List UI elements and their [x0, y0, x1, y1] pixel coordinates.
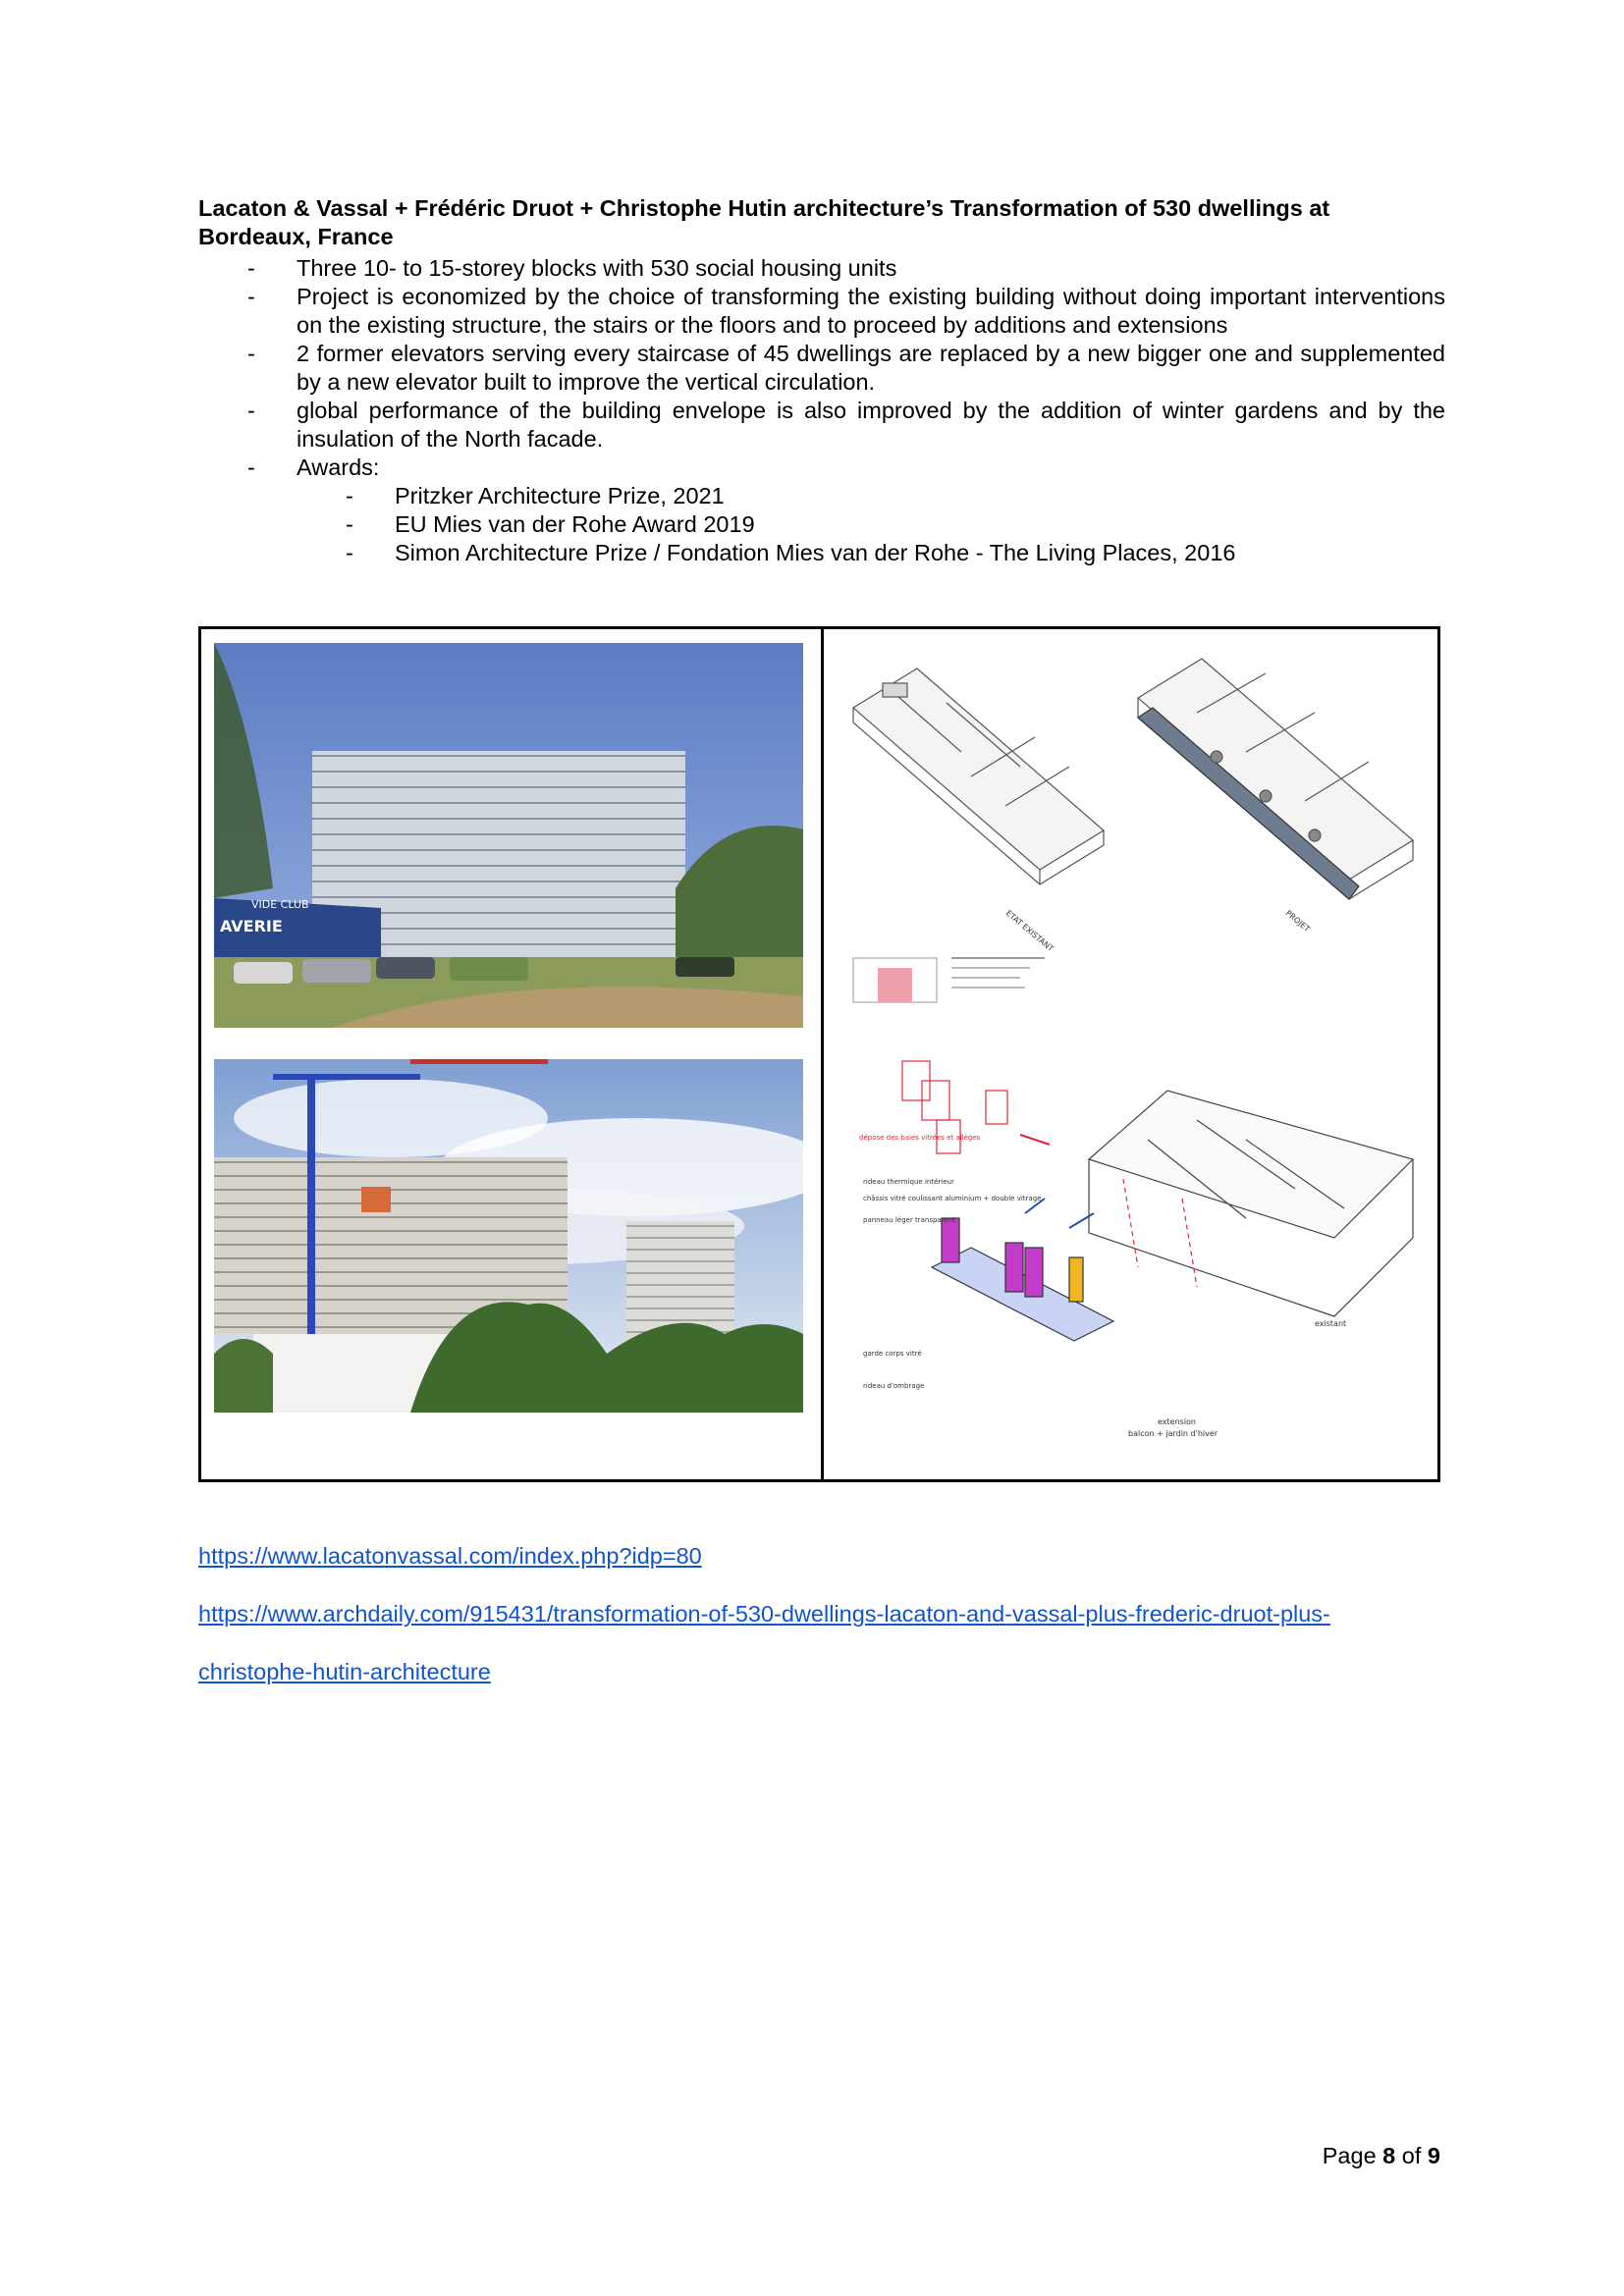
link-archdaily-continued[interactable]: christophe-hutin-architecture	[198, 1659, 491, 1684]
bullet-marker: -	[247, 398, 255, 423]
list-item-text: Project is economized by the choice of transforming the existing building without doing important interventions on the existing structure, the stairs or the floors and to proceed by additions and extensions	[297, 284, 1445, 338]
bullet-marker: -	[247, 341, 255, 366]
rideau-label: rideau thermique intérieur	[863, 1178, 954, 1186]
current-page: 8	[1382, 2143, 1396, 2168]
list-item	[198, 397, 1445, 454]
architectural-drawings	[824, 629, 1438, 1479]
extension-label: extension	[1158, 1417, 1196, 1426]
construction-photo-image	[214, 1059, 803, 1413]
tower-photo	[214, 643, 803, 1028]
construction-photo	[214, 1059, 803, 1413]
bullet-list	[198, 254, 1445, 567]
tower-photo-image	[214, 643, 803, 1028]
link-archdaily[interactable]: https://www.archdaily.com/915431/transformation-of-530-dwellings-lacaton-and-vassal-plus-frederic-druot-plus-	[198, 1601, 1330, 1627]
of-word: of	[1401, 2143, 1422, 2168]
award-text: Simon Architecture Prize / Fondation Mies van der Rohe - The Living Places, 2016	[395, 540, 1236, 565]
depose-label: dépose des baies vitrées et allèges	[859, 1134, 981, 1142]
figure-table	[198, 626, 1440, 1482]
list-item-text: global performance of the building envelope is also improved by the addition of winter gardens and by the insulation of the North facade.	[297, 398, 1445, 452]
page-footer	[1323, 2143, 1440, 2169]
bullet-marker: -	[346, 511, 353, 537]
balcon-label: balcon + jardin d'hiver	[1128, 1429, 1218, 1438]
total-pages: 9	[1427, 2143, 1440, 2168]
existing-axonometric	[853, 668, 1104, 884]
award-item	[198, 482, 1445, 510]
ombrage-label: rideau d'ombrage	[863, 1382, 925, 1390]
bullet-marker: -	[346, 483, 353, 508]
garde-label: garde corps vitré	[863, 1350, 922, 1358]
bullet-marker: -	[247, 255, 255, 281]
list-item	[198, 454, 1445, 482]
panneau-label: panneau léger transparent	[863, 1216, 955, 1224]
bullet-marker: -	[247, 284, 255, 309]
shop-sign-2: AVERIE	[220, 917, 283, 935]
document-heading: Lacaton & Vassal + Frédéric Druot + Christophe Hutin architecture’s Transformation of 530 dwellings at Bordeaux, France	[198, 195, 1330, 249]
bullet-marker: -	[247, 454, 255, 480]
list-item	[198, 340, 1445, 397]
award-text: EU Mies van der Rohe Award 2019	[395, 511, 755, 537]
list-item-text: Three 10- to 15-storey blocks with 530 social housing units	[297, 255, 897, 281]
list-item-text: 2 former elevators serving every staircase of 45 dwellings are replaced by a new bigger one and supplemented by a new elevator built to improve the vertical circulation.	[297, 341, 1445, 395]
projet-label: PROJET	[1283, 908, 1312, 934]
awards-sublist	[198, 482, 1445, 567]
existant-label: existant	[1315, 1319, 1347, 1328]
list-item	[198, 254, 1445, 283]
list-item	[198, 283, 1445, 340]
award-item	[198, 539, 1445, 567]
award-item	[198, 510, 1445, 539]
chassis-label: châssis vitré coulissant aluminium + double vitrage	[863, 1195, 1042, 1202]
drawings-cell	[824, 629, 1437, 1479]
plan-key	[853, 953, 1059, 1002]
bullet-marker: -	[346, 540, 353, 565]
photos-cell	[201, 629, 821, 1479]
list-item-text: Awards:	[297, 454, 380, 480]
page-word: Page	[1322, 2143, 1377, 2168]
etat-existant-label: ETAT EXISTANT	[1003, 908, 1056, 954]
link-lacatonvassal[interactable]: https://www.lacatonvassal.com/index.php?idp=80	[198, 1543, 702, 1569]
project-axonometric	[1138, 659, 1413, 899]
award-text: Pritzker Architecture Prize, 2021	[395, 483, 725, 508]
shop-sign: VIDE CLUB	[251, 898, 309, 911]
awards-sublist-container	[198, 482, 1445, 567]
